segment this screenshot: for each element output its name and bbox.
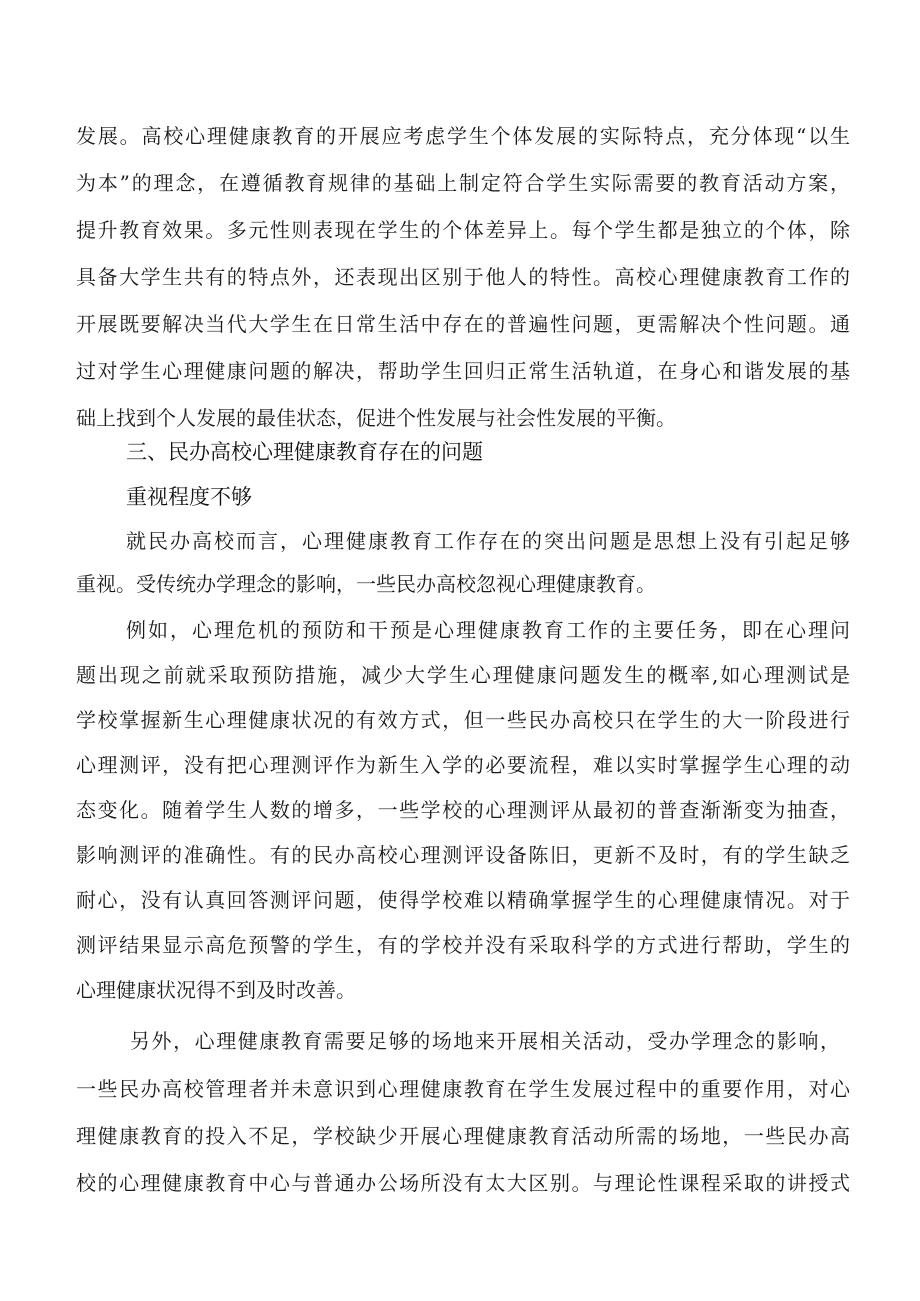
paragraph-line: 发展。高校心理健康教育的开展应考虑学生个体发展的实际特点，充分体现“以生	[76, 124, 850, 148]
section-heading: 三、民办高校心理健康教育存在的问题	[126, 440, 483, 464]
paragraph-line: 开展既要解决当代大学生在日常生活中存在的普遍性问题，更需解决个性问题。通	[76, 312, 850, 336]
paragraph-line: 提升教育效果。多元性则表现在学生的个体差异上。每个学生都是独立的个体，除	[76, 218, 850, 242]
paragraph-line: 理健康教育的投入不足，学校缺少开展心理健康教育活动所需的场地，一些民办高	[76, 1124, 850, 1148]
paragraph-line: 学校掌握新生心理健康状况的有效方式，但一些民办高校只在学生的大一阶段进行	[76, 708, 850, 732]
paragraph-line: 心理健康状况得不到及时改善。	[76, 978, 356, 1002]
paragraph-line: 测评结果显示高危预警的学生，有的学校并没有采取科学的方式进行帮助，学生的	[76, 933, 850, 957]
paragraph-line: 重视。受传统办学理念的影响，一些民办高校忽视心理健康教育。	[76, 572, 656, 596]
paragraph-line: 态变化。随着学生人数的增多，一些学校的心理测评从最初的普查渐渐变为抽查，	[76, 798, 850, 822]
subheading: 重视程度不够	[126, 485, 252, 509]
paragraph-line: 耐心，没有认真回答测评问题，使得学校难以精确掌握学生的心理健康情况。对于	[76, 888, 850, 912]
paragraph-line: 心理测评，没有把心理测评作为新生入学的必要流程，难以实时掌握学生心理的动	[76, 753, 850, 777]
paragraph-line: 校的心理健康教育中心与普通办公场所没有太大区别。与理论性课程采取的讲授式	[76, 1171, 850, 1195]
paragraph-line: 影响测评的准确性。有的民办高校心理测评设备陈旧，更新不及时，有的学生缺乏	[76, 843, 850, 867]
paragraph-line: 另外，心理健康教育需要足够的场地来开展相关活动，受办学理念的影响，	[130, 1029, 840, 1053]
paragraph-line: 题出现之前就采取预防措施，减少大学生心理健康问题发生的概率,如心理测试是	[76, 663, 850, 687]
paragraph-line: 过对学生心理健康问题的解决，帮助学生回归正常生活轨道，在身心和谐发展的基	[76, 359, 850, 383]
paragraph-line: 一些民办高校管理者并未意识到心理健康教育在学生发展过程中的重要作用，对心	[76, 1077, 850, 1101]
paragraph-line: 就民办高校而言，心理健康教育工作存在的突出问题是思想上没有引起足够	[126, 529, 850, 553]
paragraph-line: 具备大学生共有的特点外，还表现出区别于他人的特性。高校心理健康教育工作的	[76, 265, 850, 289]
paragraph-line: 例如，心理危机的预防和干预是心理健康教育工作的主要任务，即在心理问	[126, 618, 850, 642]
paragraph-line: 础上找到个人发展的最佳状态，促进个性发展与社会性发展的平衡。	[76, 406, 676, 430]
paragraph-line: 为本”的理念，在遵循教育规律的基础上制定符合学生实际需要的教育活动方案，	[76, 171, 850, 195]
